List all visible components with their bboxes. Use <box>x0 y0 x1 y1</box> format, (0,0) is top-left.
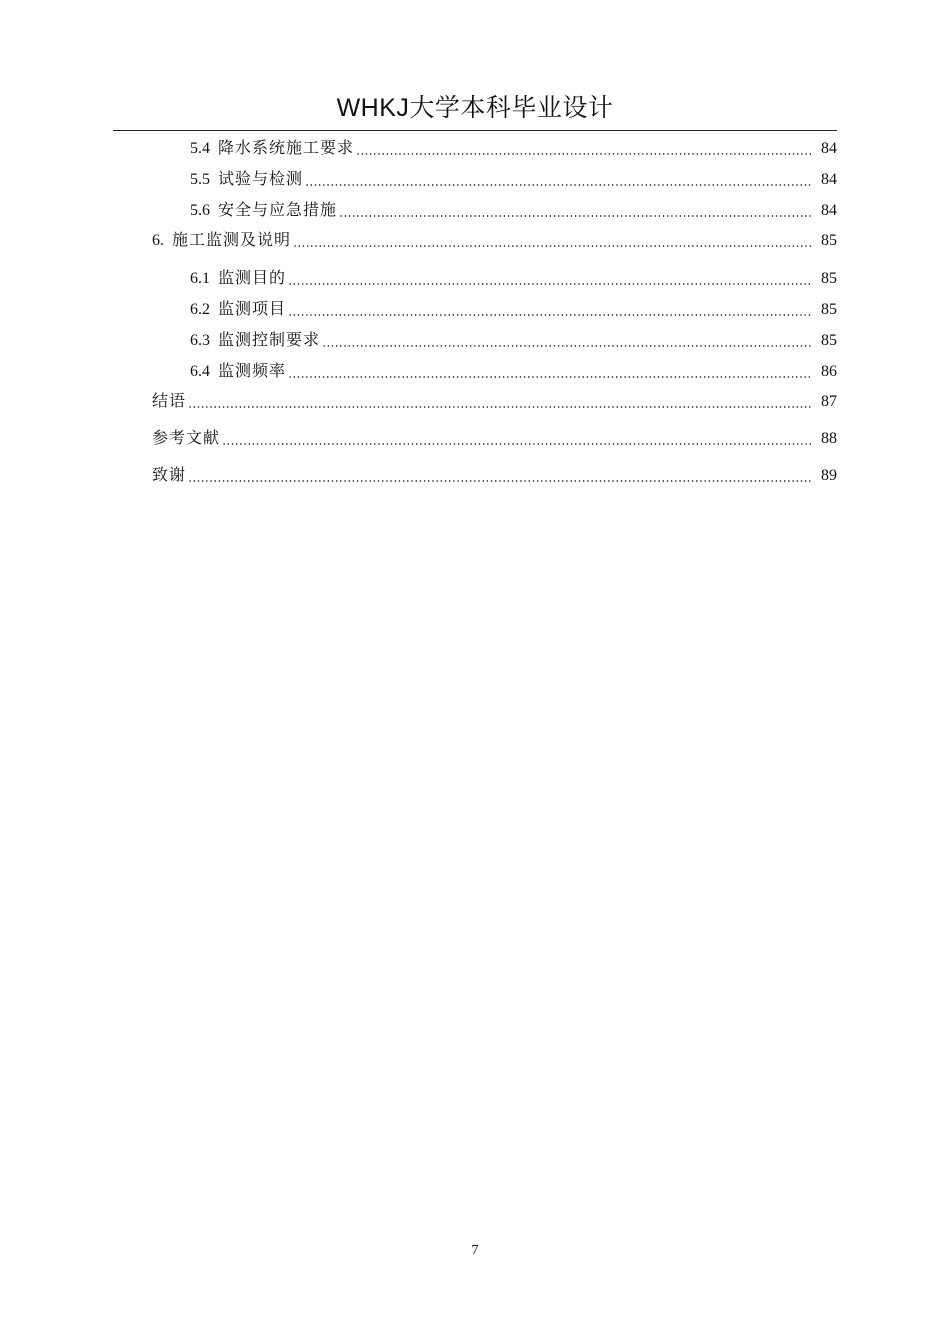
toc-entry-number: 5.5 <box>190 171 210 188</box>
toc-entry-title: 降水系统施工要求 <box>218 140 355 157</box>
toc-dot-leader <box>222 443 813 445</box>
toc-entry-title: 参考文献 <box>152 430 221 447</box>
page-header-title: WHKJ大学本科毕业设计 <box>336 94 614 122</box>
toc-entry[interactable] <box>0 135 837 159</box>
toc-dot-leader <box>356 153 813 155</box>
toc-entry[interactable] <box>0 166 837 190</box>
toc-entry[interactable] <box>0 327 837 351</box>
toc-entry-number: 6.1 <box>190 270 210 287</box>
toc-entry-title: 安全与应急措施 <box>218 202 338 219</box>
toc-dot-leader <box>322 345 813 347</box>
header-divider <box>113 130 837 131</box>
toc-entry-page: 85 <box>821 301 837 318</box>
toc-entry-page: 85 <box>821 332 837 349</box>
toc-entry-number: 6.4 <box>190 363 210 380</box>
toc-entry[interactable] <box>0 358 837 382</box>
toc-entry-title: 施工监测及说明 <box>172 232 292 249</box>
toc-entry-number: 5.6 <box>190 202 210 219</box>
toc-entry-number: 5.4 <box>190 140 210 157</box>
toc-dot-leader <box>288 376 813 378</box>
toc-entry[interactable] <box>0 197 837 221</box>
toc-entry[interactable] <box>0 388 837 412</box>
toc-entry[interactable] <box>0 265 837 289</box>
toc-entry-page: 84 <box>821 171 837 188</box>
toc-entry[interactable] <box>0 296 837 320</box>
toc-dot-leader <box>188 406 813 408</box>
toc-entry-title: 致谢 <box>152 467 187 484</box>
toc-entry-page: 84 <box>821 202 837 219</box>
toc-dot-leader <box>288 314 813 316</box>
toc-entry-page: 85 <box>821 270 837 287</box>
toc-entry-page: 85 <box>821 232 837 249</box>
toc-dot-leader <box>188 480 813 482</box>
toc-entry-page: 87 <box>821 393 837 410</box>
toc-entry-title: 监测目的 <box>218 270 287 287</box>
toc-entry-page: 89 <box>821 467 837 484</box>
toc-entry[interactable] <box>0 425 837 449</box>
toc-entry-page: 84 <box>821 140 837 157</box>
toc-entry-number: 6. <box>152 232 164 249</box>
toc-dot-leader <box>288 283 813 285</box>
toc-entry-number: 6.3 <box>190 332 210 349</box>
toc-entry-title: 监测项目 <box>218 301 287 318</box>
toc-entry-page: 86 <box>821 363 837 380</box>
toc-entry[interactable] <box>0 227 837 251</box>
toc-entry-number: 6.2 <box>190 301 210 318</box>
toc-entry-title: 结语 <box>152 393 187 410</box>
toc-entry-title: 试验与检测 <box>218 171 304 188</box>
toc-entry-title: 监测频率 <box>218 363 287 380</box>
toc-dot-leader <box>305 184 813 186</box>
toc-entry-page: 88 <box>821 430 837 447</box>
toc-dot-leader <box>293 245 813 247</box>
toc-dot-leader <box>339 215 813 217</box>
toc-entry-title: 监测控制要求 <box>218 332 321 349</box>
toc-entry[interactable] <box>0 462 837 486</box>
page-number: 7 <box>471 1243 479 1258</box>
